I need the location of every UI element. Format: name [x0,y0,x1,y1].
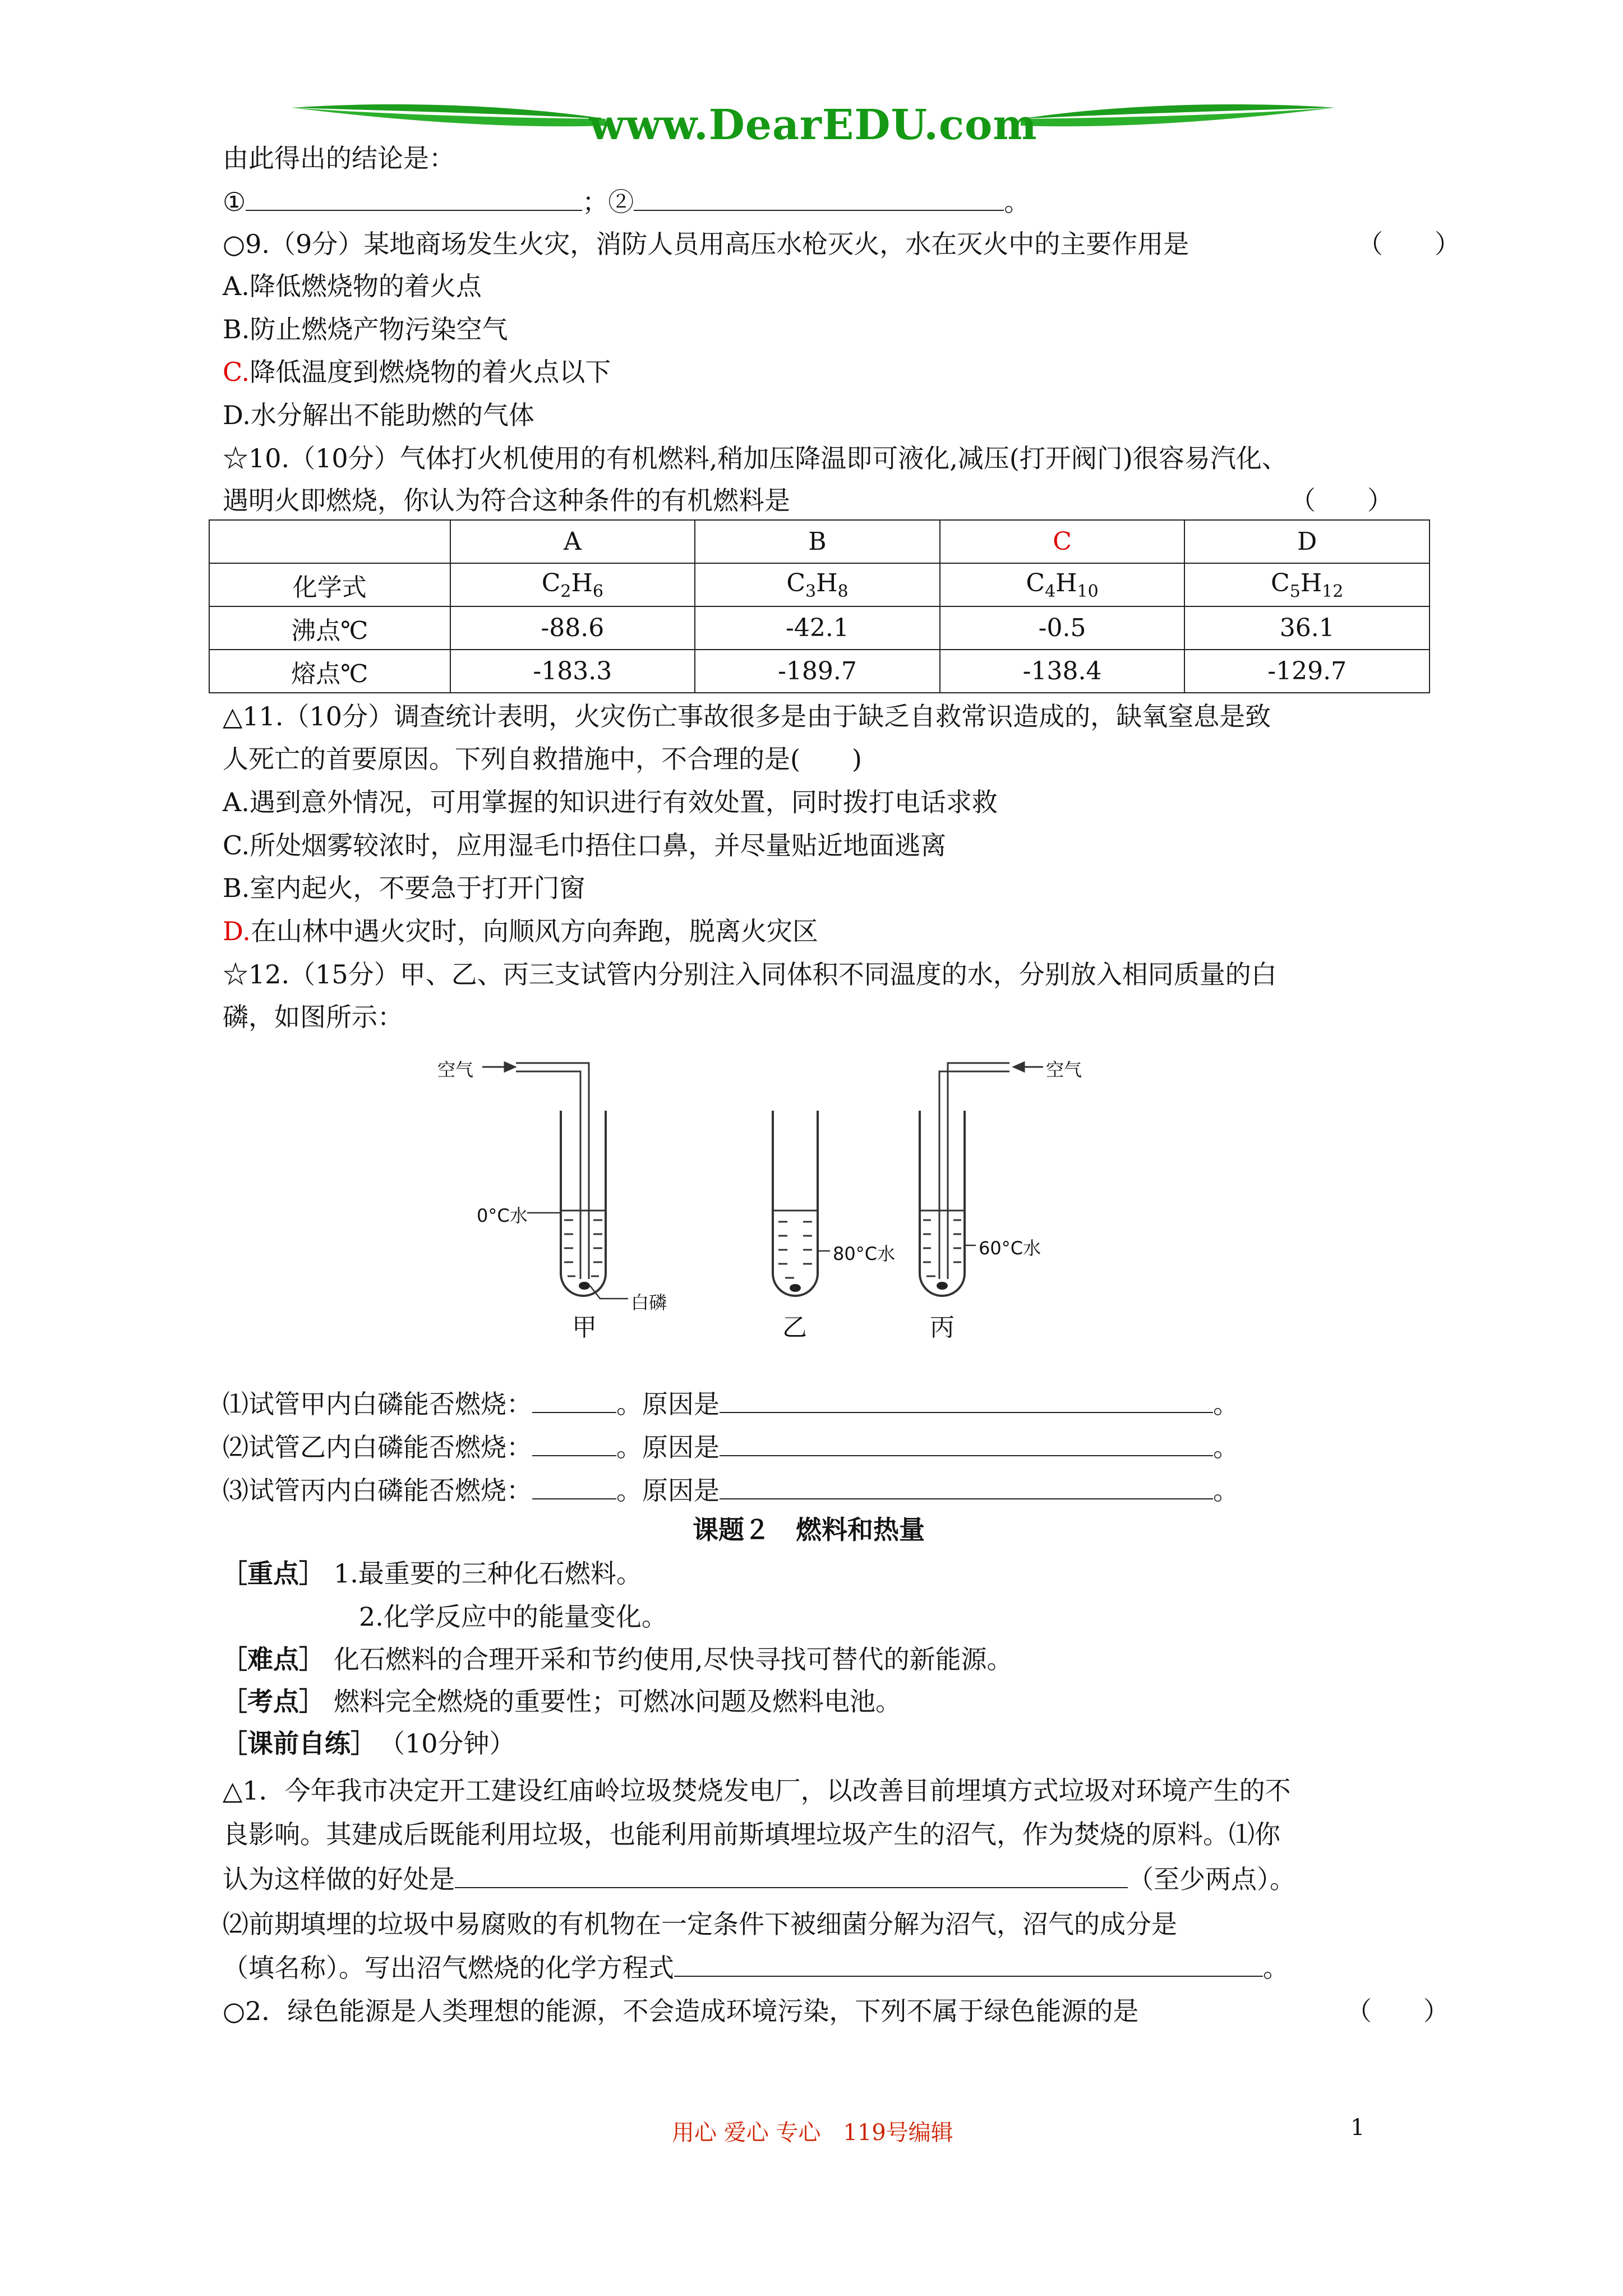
table-header-cell: B [695,520,940,563]
q9-stem: ○9.（9分）某地商场发生火灾，消防人员用高压水枪灭火，水在灭火中的主要作用是 [223,229,1189,259]
table-cell: -88.6 [450,606,695,650]
formula-cell: $C_2H_6$ [450,563,695,606]
answer-blank[interactable] [720,1430,1213,1456]
formula-cell: $C_3H_8$ [695,563,940,606]
air-label-right: 空气 [1046,1059,1082,1080]
blank-end: 。 [1004,187,1030,217]
q12-sub-3: ⑶试管丙内白磷能否燃烧： 。原因是 。 [223,1474,1239,1507]
q9-answer-paren[interactable]: （ ） [1357,229,1460,259]
answer-blank[interactable] [720,1387,1213,1413]
tube-a-glass [561,1111,606,1296]
table-row-boiling-point [209,606,1430,650]
water-0c-label: 0°C水 [477,1205,528,1226]
table-header-cell-answer: C [940,520,1185,563]
p1-line5: （填名称）。写出沼气燃烧的化学方程式 。 [223,1951,1289,1985]
formula-cell: $C_5H_{12}$ [1184,563,1430,606]
tube-b-glass [773,1111,818,1296]
water-80c-label: 80°C水 [833,1243,896,1264]
blank-1-prefix: ① [223,187,246,217]
answer-blank[interactable] [720,1474,1213,1499]
footer-credit: 用心 爱心 专心 119号编辑 [672,2120,953,2146]
q12-sub-2: ⑵试管乙内白磷能否燃烧： 。原因是 。 [223,1430,1239,1464]
tube-a-label: 甲 [572,1313,597,1342]
table-row-melting-point [209,650,1430,693]
p1-line4: ⑵前期填埋的垃圾中易腐败的有机物在一定条件下被细菌分解为沼气，沼气的成分是 [223,1909,1177,1939]
key-points: ［重点］ 1.最重要的三种化石燃料。 [222,1558,642,1589]
lesson-title: 课题２ 燃料和热量 [693,1515,925,1545]
answer-blank[interactable] [634,185,1004,211]
q12-sub-1: ⑴试管甲内白磷能否燃烧： 。原因是 。 [223,1387,1239,1421]
blank-separator: ；② [582,187,634,217]
table-cell: -183.3 [450,650,695,693]
p2-answer-paren[interactable]: （ ） [1346,1996,1449,2026]
p2-stem: ○2．绿色能源是人类理想的能源，不会造成环境污染，下列不属于绿色能源的是 [223,1996,1139,2026]
white-phosphorus-label: 白磷 [631,1292,667,1313]
tube-c-label: 丙 [930,1313,955,1342]
table-header-cell: D [1184,520,1430,563]
row-label: 化学式 [209,563,450,606]
answer-blank[interactable] [532,1474,616,1499]
p1-line1: △1．今年我市决定开工建设红庙岭垃圾焚烧发电厂，以改善目前埋填方式垃圾对环境产生的不 [223,1775,1291,1806]
table-row-formula [209,563,1430,606]
table-header-row [209,520,1430,563]
q11-option-d[interactable]: D.在山林中遇火灾时，向顺风方向奔跑，脱离火灾区 [223,916,818,946]
test-tubes-figure [415,1043,1077,1358]
exam-points: ［考点］ 燃料完全燃烧的重要性；可燃冰问题及燃料电池。 [222,1686,901,1717]
q9-option-b[interactable]: B.防止燃烧产物污染空气 [223,314,508,344]
answer-blank[interactable] [532,1430,616,1456]
table-corner-cell [209,520,450,563]
q11-option-b[interactable]: B.室内起火，不要急于打开门窗 [223,873,585,903]
q10-stem-line2: 遇明火即燃烧，你认为符合这种条件的有机燃料是 [223,485,790,516]
air-label-left: 空气 [437,1059,474,1080]
q9-option-c[interactable]: C.降低温度到燃烧物的着火点以下 [223,357,611,387]
water-60c-label: 60°C水 [979,1237,1041,1259]
test-tube-diagram [415,1043,1082,1358]
row-label: 熔点℃ [209,650,450,693]
q10-stem-line1: ☆10.（10分）气体打火机使用的有机燃料,稍加压降温即可液化,减压(打开阀门)很容易汽化、 [223,443,1288,473]
q11-option-c[interactable]: C.所处烟雾较浓时，应用湿毛巾捂住口鼻，并尽量贴近地面逃离 [223,830,947,861]
table-header-cell: A [450,520,695,563]
conclusion-blanks [223,185,1030,219]
p1-line2: 良影响。其建成后既能利用垃圾，也能利用前斯填埋垃圾产生的沼气，作为焚烧的原料。⑴你 [223,1819,1280,1849]
tube-c-glass [920,1111,965,1296]
key-point-2: 2.化学反应中的能量变化。 [359,1602,667,1632]
table-cell: -189.7 [695,650,940,693]
tube-b-label: 乙 [782,1313,807,1342]
answer-blank[interactable] [674,1951,1263,1977]
table-cell: -129.7 [1184,650,1430,693]
difficulty: ［难点］ 化石燃料的合理开采和节约使用,尽快寻找可替代的新能源。 [222,1644,1013,1674]
answer-blank[interactable] [246,185,582,211]
page-number: 1 [1350,2115,1365,2141]
q12-stem-line2: 磷，如图所示： [223,1002,403,1032]
formula-cell: $C_4H_{10}$ [940,563,1185,606]
site-url[interactable]: www.DearEDU.com [589,101,1038,149]
table-cell: -138.4 [940,650,1185,693]
fuel-properties-table [209,519,1430,693]
answer-blank[interactable] [455,1862,1128,1888]
q12-stem-line1: ☆12.（15分）甲、乙、丙三支试管内分别注入同体积不同温度的水，分别放入相同质量的白 [223,959,1277,990]
conclusion-label: 由此得出的结论是： [223,143,455,173]
answer-blank[interactable] [532,1387,616,1413]
table-cell: -0.5 [940,606,1185,650]
q9-option-d[interactable]: D.水分解出不能助燃的气体 [223,400,534,430]
q11-option-a[interactable]: A.遇到意外情况，可用掌握的知识进行有效处置，同时拨打电话求救 [223,787,998,817]
q11-stem-line1: △11.（10分）调查统计表明，火灾伤亡事故很多是由于缺乏自救常识造成的，缺氧窒息是致 [223,701,1271,731]
q10-answer-paren[interactable]: （ ） [1290,485,1393,516]
table-cell: -42.1 [695,606,940,650]
q11-stem-line2: 人死亡的首要原因。下列自救措施中，不合理的是( ) [223,744,862,774]
row-label: 沸点℃ [209,606,450,650]
q9-option-a[interactable]: A.降低燃烧物的着火点 [223,271,482,301]
p1-line3: 认为这样做的好处是 （至少两点）。 [223,1862,1295,1896]
table-cell: 36.1 [1184,606,1430,650]
practice-header: ［课前自练］ （10分钟） [222,1728,515,1759]
